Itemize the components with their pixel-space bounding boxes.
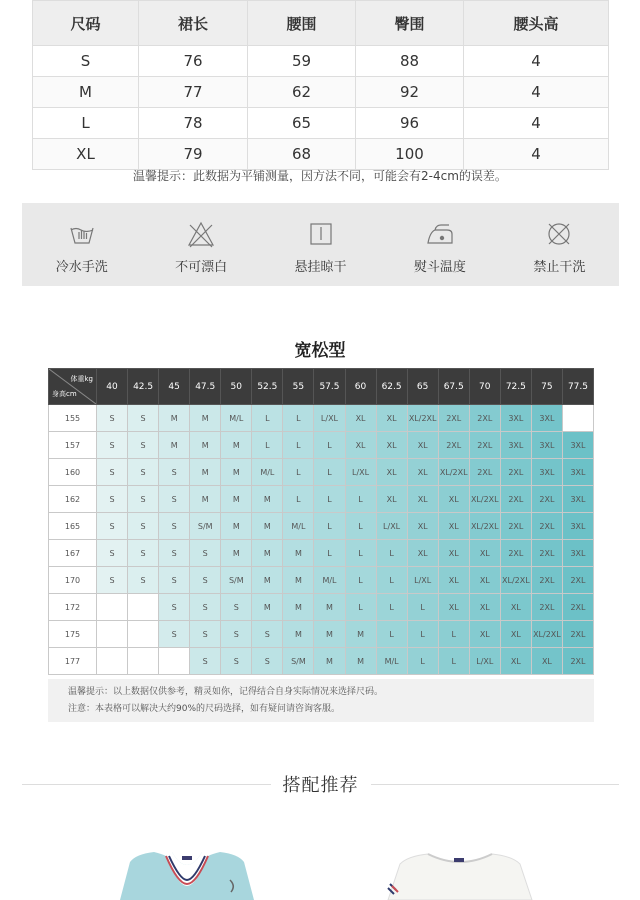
size-cell: S — [159, 594, 190, 621]
size-cell: XL — [438, 594, 469, 621]
size-cell: XL/2XL — [438, 459, 469, 486]
size-cell: XL — [407, 540, 438, 567]
size-cell: XL/2XL — [531, 621, 562, 648]
size-cell: L — [376, 621, 407, 648]
size-cell: L — [283, 486, 314, 513]
size-cell: 3XL — [562, 432, 593, 459]
size-cell: 2XL — [562, 621, 593, 648]
size-cell: M/L — [252, 459, 283, 486]
table-cell: 68 — [248, 139, 356, 170]
size-cell: L — [407, 621, 438, 648]
table-cell: 4 — [464, 108, 609, 139]
care-label: 禁止干洗 — [533, 260, 586, 275]
size-cell: S — [190, 621, 221, 648]
size-cell: L/XL — [376, 513, 407, 540]
size-cell: XL — [469, 567, 500, 594]
size-cell: S — [159, 459, 190, 486]
size-cell: M — [221, 540, 252, 567]
size-cell: 2XL — [500, 459, 531, 486]
size-cell: XL — [438, 486, 469, 513]
size-cell: L — [314, 486, 345, 513]
weight-header-cell: 62.5 — [376, 369, 407, 405]
care-item-iron — [380, 203, 499, 286]
table-cell: 100 — [356, 139, 464, 170]
size-cell: L/XL — [469, 648, 500, 675]
height-cell: 162 — [49, 486, 97, 513]
recommend-section-header — [22, 770, 619, 798]
size-cell: XL — [376, 432, 407, 459]
table-row — [33, 108, 609, 139]
size-table — [32, 0, 609, 170]
table-row — [33, 46, 609, 77]
size-cell: L — [407, 594, 438, 621]
size-cell: L — [283, 459, 314, 486]
table-row — [33, 139, 609, 170]
weight-header-cell: 52.5 — [252, 369, 283, 405]
height-cell: 172 — [49, 594, 97, 621]
hang-dry-icon — [306, 219, 336, 249]
size-cell: XL — [438, 567, 469, 594]
care-item-hand-wash — [22, 203, 141, 286]
size-cell: S — [128, 567, 159, 594]
size-cell — [128, 621, 159, 648]
weight-header-cell: 65 — [407, 369, 438, 405]
size-cell: 2XL — [562, 567, 593, 594]
size-cell: S — [221, 621, 252, 648]
size-cell: M — [190, 459, 221, 486]
size-cell: M — [283, 540, 314, 567]
grid-corner-cell — [49, 369, 97, 405]
size-cell: M — [221, 513, 252, 540]
no-dry-clean-icon — [544, 219, 574, 249]
size-cell: M — [159, 405, 190, 432]
size-cell: XL — [376, 486, 407, 513]
care-item-hang-dry — [261, 203, 380, 286]
size-cell: XL/2XL — [469, 486, 500, 513]
recommend-title: 搭配推荐 — [282, 775, 359, 796]
table-cell: S — [33, 46, 139, 77]
table-cell: 62 — [248, 77, 356, 108]
size-cell: XL — [438, 540, 469, 567]
size-cell: XL — [469, 540, 500, 567]
size-cell: M — [159, 432, 190, 459]
size-cell: S — [97, 459, 128, 486]
size-cell: 2XL — [469, 432, 500, 459]
height-cell: 170 — [49, 567, 97, 594]
size-cell: M/L — [314, 567, 345, 594]
grid-header-row — [49, 369, 594, 405]
iron-temp-icon — [425, 219, 455, 249]
size-cell: M — [190, 405, 221, 432]
size-cell: L — [314, 459, 345, 486]
height-cell: 167 — [49, 540, 97, 567]
size-cell: L/XL — [314, 405, 345, 432]
size-cell: S — [97, 567, 128, 594]
size-cell: 3XL — [531, 432, 562, 459]
table-cell: 76 — [139, 46, 248, 77]
divider-left — [22, 784, 271, 785]
size-cell: L — [314, 432, 345, 459]
loose-fit-title: 宽松型 — [294, 341, 346, 361]
size-cell: S/M — [221, 567, 252, 594]
size-cell: M — [283, 594, 314, 621]
size-cell: M — [252, 486, 283, 513]
header-cell: 尺码 — [33, 1, 139, 46]
table-cell: 65 — [248, 108, 356, 139]
size-cell: M/L — [376, 648, 407, 675]
size-cell: S — [159, 567, 190, 594]
height-axis-label: 身高cm — [52, 390, 77, 398]
size-cell: XL — [407, 486, 438, 513]
size-cell: M — [314, 594, 345, 621]
size-cell: S — [128, 486, 159, 513]
height-cell: 160 — [49, 459, 97, 486]
size-cell: S — [128, 540, 159, 567]
size-cell: 2XL — [438, 432, 469, 459]
size-cell: L — [314, 540, 345, 567]
size-cell: 2XL — [562, 594, 593, 621]
size-cell: XL — [438, 513, 469, 540]
grid-row — [49, 540, 594, 567]
size-cell — [97, 621, 128, 648]
size-cell: 3XL — [562, 459, 593, 486]
size-cell: 2XL — [500, 513, 531, 540]
table-cell: 4 — [464, 46, 609, 77]
grid-row — [49, 621, 594, 648]
size-cell: S — [97, 432, 128, 459]
size-cell: M — [314, 648, 345, 675]
size-cell: S — [97, 486, 128, 513]
size-cell: 3XL — [500, 405, 531, 432]
size-cell: 2XL — [531, 540, 562, 567]
size-cell: S — [252, 648, 283, 675]
measurement-note: 温馨提示：此数据为平铺测量，因方法不同，可能会有2-4cm的误差。 — [133, 169, 507, 183]
size-cell: M — [345, 621, 376, 648]
grid-body — [49, 405, 594, 675]
table-cell: L — [33, 108, 139, 139]
no-bleach-icon — [186, 219, 216, 249]
size-cell: S — [190, 648, 221, 675]
size-cell: L — [252, 432, 283, 459]
size-cell: 2XL — [531, 486, 562, 513]
grid-tip: 注意：本表格可以解决大约90%的尺码选择，如有疑问请咨询客服。 — [68, 704, 341, 714]
size-cell: M — [190, 486, 221, 513]
size-cell: M — [221, 432, 252, 459]
table-cell: 77 — [139, 77, 248, 108]
size-cell: S — [97, 513, 128, 540]
table-cell: 4 — [464, 139, 609, 170]
height-cell: 157 — [49, 432, 97, 459]
size-cell: 3XL — [562, 513, 593, 540]
size-cell: S — [159, 486, 190, 513]
size-cell: 3XL — [500, 432, 531, 459]
size-cell — [97, 648, 128, 675]
size-cell: 2XL — [531, 513, 562, 540]
size-cell: S — [128, 405, 159, 432]
size-cell: 3XL — [562, 486, 593, 513]
weight-header-cell: 47.5 — [190, 369, 221, 405]
table-cell: M — [33, 77, 139, 108]
size-cell: XL — [500, 648, 531, 675]
care-item-no-dry-clean — [500, 203, 619, 286]
size-cell: 3XL — [531, 405, 562, 432]
size-cell: L — [314, 513, 345, 540]
size-cell: S — [159, 513, 190, 540]
divider-right — [371, 784, 620, 785]
size-cell: 2XL — [531, 567, 562, 594]
grid-row — [49, 594, 594, 621]
size-cell: L — [345, 594, 376, 621]
weight-header-cell: 72.5 — [500, 369, 531, 405]
size-cell: XL — [531, 648, 562, 675]
header-cell: 腰头高 — [464, 1, 609, 46]
size-cell: M/L — [221, 405, 252, 432]
care-label: 冷水手洗 — [55, 260, 108, 275]
size-cell: 2XL — [469, 459, 500, 486]
table-cell: 78 — [139, 108, 248, 139]
size-cell: M — [283, 567, 314, 594]
grid-row — [49, 567, 594, 594]
size-cell: XL/2XL — [500, 567, 531, 594]
size-cell: M/L — [283, 513, 314, 540]
size-cell: M — [252, 513, 283, 540]
size-cell: L — [438, 621, 469, 648]
size-cell: S — [159, 621, 190, 648]
size-cell: L — [283, 405, 314, 432]
table-cell: XL — [33, 139, 139, 170]
header-cell: 腰围 — [248, 1, 356, 46]
height-cell: 155 — [49, 405, 97, 432]
size-cell: S — [97, 405, 128, 432]
size-cell: XL — [407, 432, 438, 459]
weight-header-cell: 75 — [531, 369, 562, 405]
size-cell: XL — [469, 621, 500, 648]
size-cell: 3XL — [531, 459, 562, 486]
size-cell: L — [376, 567, 407, 594]
weight-header-cell: 60 — [345, 369, 376, 405]
height-cell: 175 — [49, 621, 97, 648]
weight-header-cell: 50 — [221, 369, 252, 405]
grid-tips — [48, 679, 594, 722]
recommended-sweater-blue[interactable] — [112, 840, 262, 900]
size-cell — [562, 405, 593, 432]
size-cell: L/XL — [345, 459, 376, 486]
size-cell: L — [283, 432, 314, 459]
table-cell: 96 — [356, 108, 464, 139]
size-cell: L — [407, 648, 438, 675]
size-cell: S — [190, 540, 221, 567]
size-cell: XL/2XL — [469, 513, 500, 540]
size-cell: 2XL — [469, 405, 500, 432]
table-cell: 92 — [356, 77, 464, 108]
size-cell: XL — [500, 621, 531, 648]
weight-header-cell: 45 — [159, 369, 190, 405]
height-cell: 177 — [49, 648, 97, 675]
size-cell: S — [97, 540, 128, 567]
size-cell: M — [252, 567, 283, 594]
size-cell: XL — [407, 459, 438, 486]
size-cell: S — [128, 513, 159, 540]
grid-row — [49, 648, 594, 675]
size-cell: S — [159, 540, 190, 567]
size-cell: M — [345, 648, 376, 675]
size-cell: S/M — [190, 513, 221, 540]
size-cell: M — [252, 594, 283, 621]
care-item-no-bleach — [141, 203, 260, 286]
size-cell: 2XL — [531, 594, 562, 621]
height-cell: 165 — [49, 513, 97, 540]
size-cell: L — [376, 594, 407, 621]
size-cell: 3XL — [562, 540, 593, 567]
size-cell: XL — [469, 594, 500, 621]
size-cell: L — [345, 513, 376, 540]
size-cell: L — [376, 540, 407, 567]
size-cell: XL — [345, 405, 376, 432]
size-recommendation-grid — [48, 368, 594, 675]
size-cell: M — [190, 432, 221, 459]
table-cell: 59 — [248, 46, 356, 77]
size-cell — [97, 594, 128, 621]
hand-wash-icon — [67, 219, 97, 249]
size-cell: M — [314, 621, 345, 648]
care-label: 不可漂白 — [175, 260, 228, 275]
size-cell: XL/2XL — [407, 405, 438, 432]
table-cell: 4 — [464, 77, 609, 108]
weight-header-cell: 42.5 — [128, 369, 159, 405]
grid-row — [49, 486, 594, 513]
size-cell: 2XL — [500, 540, 531, 567]
size-cell: M — [252, 540, 283, 567]
weight-header-cell: 70 — [469, 369, 500, 405]
size-cell: S — [190, 594, 221, 621]
size-cell: L — [345, 486, 376, 513]
recommended-sweater-white[interactable] — [380, 840, 540, 900]
grid-row — [49, 513, 594, 540]
table-row — [33, 77, 609, 108]
weight-header-cell: 57.5 — [314, 369, 345, 405]
size-cell: L — [438, 648, 469, 675]
size-cell — [128, 594, 159, 621]
size-cell: XL — [376, 459, 407, 486]
size-cell: S — [190, 567, 221, 594]
size-cell: 2XL — [562, 648, 593, 675]
size-cell — [128, 648, 159, 675]
size-cell: XL — [500, 594, 531, 621]
grid-row — [49, 432, 594, 459]
size-cell: M — [283, 621, 314, 648]
size-cell: M — [221, 459, 252, 486]
size-cell: S — [252, 621, 283, 648]
header-cell: 臀围 — [356, 1, 464, 46]
size-cell: L — [252, 405, 283, 432]
size-table-header — [33, 1, 609, 46]
size-cell: S — [128, 459, 159, 486]
weight-header-cell: 55 — [283, 369, 314, 405]
size-cell: XL — [407, 513, 438, 540]
table-cell: 88 — [356, 46, 464, 77]
size-cell: S — [221, 648, 252, 675]
table-cell: 79 — [139, 139, 248, 170]
care-instructions — [22, 203, 619, 286]
weight-axis-label: 体重kg — [70, 375, 93, 383]
weight-header-cell: 67.5 — [438, 369, 469, 405]
grid-row — [49, 459, 594, 486]
size-cell: L — [345, 540, 376, 567]
weight-header-cell: 77.5 — [562, 369, 593, 405]
size-cell: L — [345, 567, 376, 594]
weight-header-cell: 40 — [97, 369, 128, 405]
size-cell: S/M — [283, 648, 314, 675]
care-label: 悬挂晾干 — [294, 260, 347, 275]
size-cell: M — [221, 486, 252, 513]
size-cell — [159, 648, 190, 675]
size-cell: S — [128, 432, 159, 459]
header-cell: 裙长 — [139, 1, 248, 46]
size-cell: S — [221, 594, 252, 621]
size-cell: XL — [345, 432, 376, 459]
size-cell: L/XL — [407, 567, 438, 594]
size-cell: 2XL — [438, 405, 469, 432]
care-label: 熨斗温度 — [413, 260, 466, 275]
grid-tip: 温馨提示：以上数据仅供参考，精灵如你，记得结合自身实际情况来选择尺码。 — [68, 687, 384, 697]
grid-row — [49, 405, 594, 432]
size-cell: 2XL — [500, 486, 531, 513]
size-cell: XL — [376, 405, 407, 432]
